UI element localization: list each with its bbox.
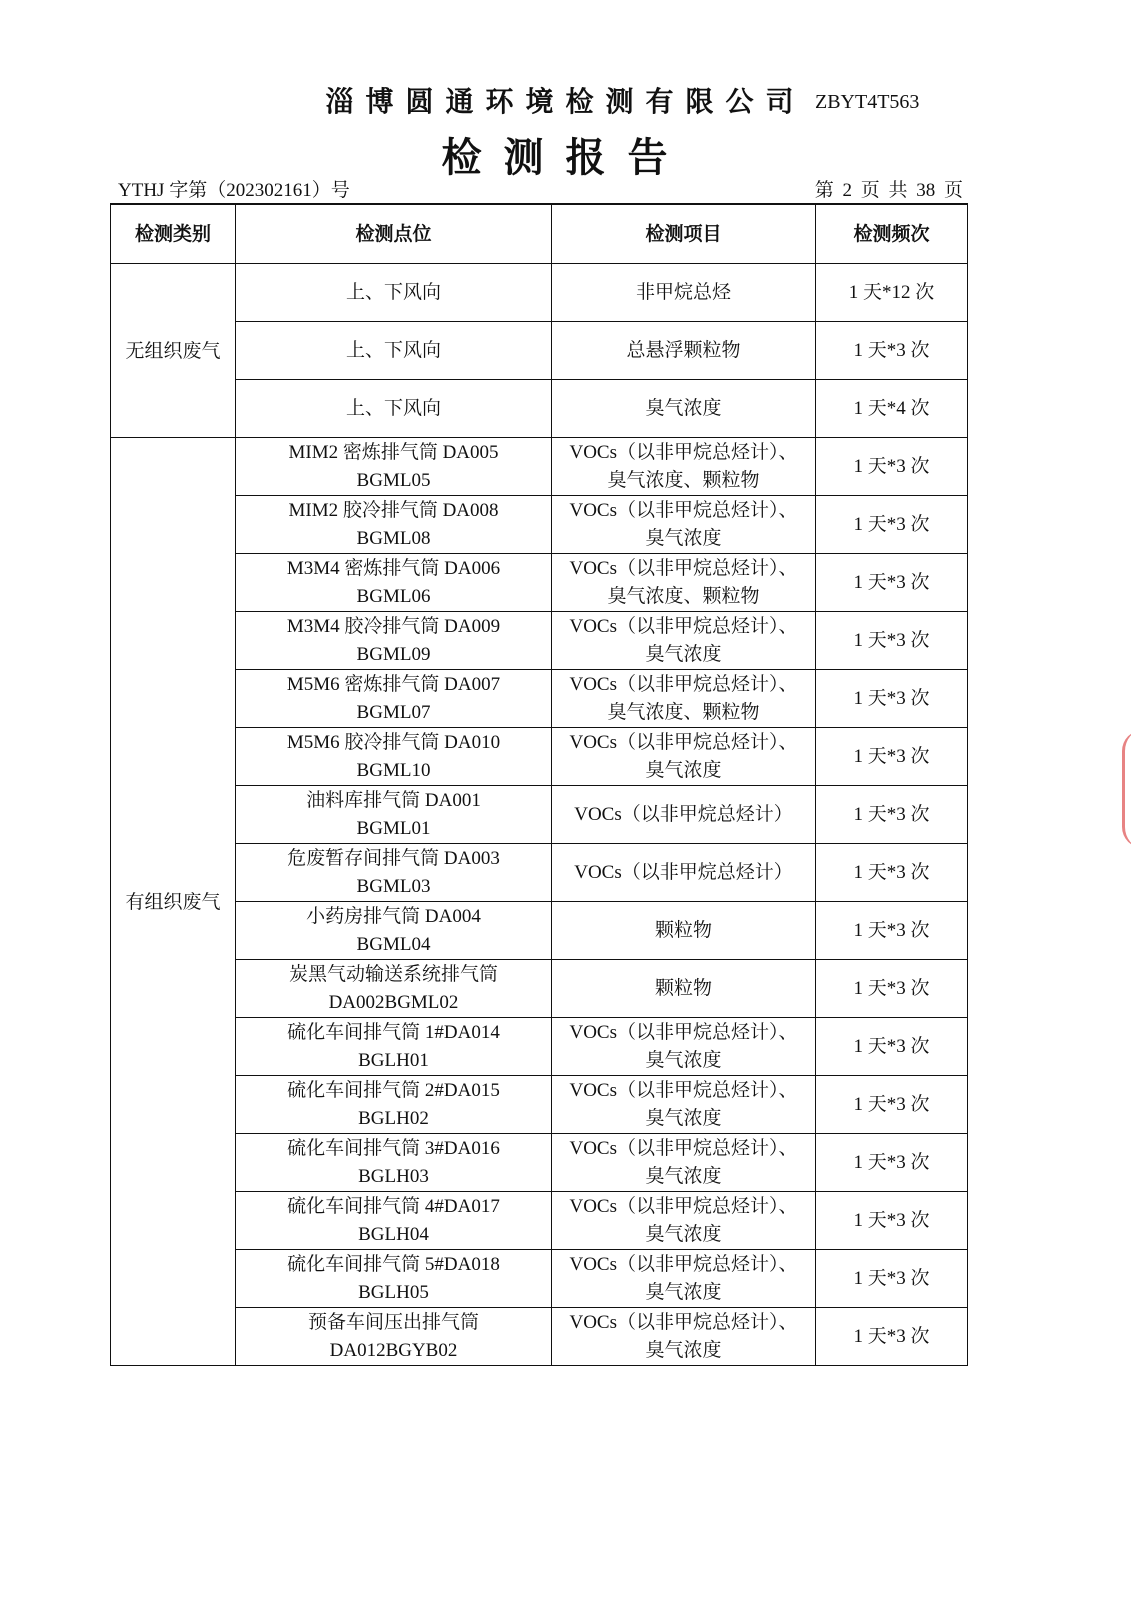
report-number: YTHJ 字第（202302161）号 — [118, 180, 350, 201]
item-cell — [552, 496, 816, 554]
item-line: VOCs（以非甲烷总烃计）、 — [569, 1253, 798, 1275]
item-line: 臭气浓度、颗粒物 — [607, 469, 760, 491]
item-line: 臭气浓度、颗粒物 — [607, 701, 760, 723]
frequency-cell: 1 天*3 次 — [816, 844, 968, 902]
item-line: VOCs（以非甲烷总烃计）、 — [569, 1021, 798, 1043]
point-cell — [236, 1192, 552, 1250]
point-cell — [236, 1250, 552, 1308]
item-cell — [552, 786, 816, 844]
item-line: 臭气浓度 — [645, 1107, 722, 1129]
company-name: 淄博圆通环境检测有限公司 — [325, 85, 806, 118]
item-cell — [552, 1250, 816, 1308]
table-body — [111, 264, 968, 1366]
frequency-cell: 1 天*3 次 — [816, 438, 968, 496]
table-row — [111, 844, 968, 902]
item-line: VOCs（以非甲烷总烃计）、 — [569, 1195, 798, 1217]
item-line: 臭气浓度 — [645, 1281, 722, 1303]
point-line: 硫化车间排气筒 2#DA015 — [287, 1079, 500, 1101]
frequency-cell: 1 天*3 次 — [816, 1076, 968, 1134]
point-line: BGML03 — [356, 875, 431, 897]
point-cell — [236, 902, 552, 960]
point-line: 上、下风向 — [345, 339, 441, 361]
table-row — [111, 960, 968, 1018]
item-cell — [552, 438, 816, 496]
item-line: VOCs（以非甲烷总烃计）、 — [569, 1079, 798, 1101]
point-line: BGML04 — [356, 933, 431, 955]
table-row — [111, 496, 968, 554]
table-row — [111, 902, 968, 960]
item-cell — [552, 960, 816, 1018]
table-row — [111, 264, 968, 322]
point-cell — [236, 670, 552, 728]
item-line: 臭气浓度 — [645, 1165, 722, 1187]
point-line: M3M4 胶冷排气筒 DA009 — [286, 615, 501, 637]
table-row — [111, 612, 968, 670]
point-line: 上、下风向 — [345, 281, 441, 303]
point-line: BGLH05 — [358, 1281, 429, 1303]
point-line: M5M6 胶冷排气筒 DA010 — [286, 731, 501, 753]
column-header-category: 检测类别 — [111, 204, 236, 264]
frequency-cell: 1 天*3 次 — [816, 496, 968, 554]
point-line: M3M4 密炼排气筒 DA006 — [286, 557, 501, 579]
item-line: 臭气浓度 — [645, 1339, 722, 1361]
frequency-cell: 1 天*12 次 — [816, 264, 968, 322]
point-line: 炭黑气动输送系统排气筒 — [288, 963, 498, 985]
item-line: VOCs（以非甲烷总烃计）、 — [569, 1311, 798, 1333]
item-line: VOCs（以非甲烷总烃计）、 — [569, 499, 798, 521]
point-line: BGLH04 — [358, 1223, 429, 1245]
point-line: BGLH02 — [358, 1107, 429, 1129]
point-cell — [236, 322, 552, 380]
item-line: VOCs（以非甲烷总烃计）、 — [569, 615, 798, 637]
item-line: VOCs（以非甲烷总烃计）、 — [569, 1137, 798, 1159]
point-cell — [236, 438, 552, 496]
frequency-cell: 1 天*3 次 — [816, 1308, 968, 1366]
point-line: 硫化车间排气筒 5#DA018 — [287, 1253, 500, 1275]
page-indicator — [785, 175, 963, 202]
point-line: 预备车间压出排气筒 — [307, 1311, 479, 1333]
point-line: MIM2 胶冷排气筒 DA008 — [288, 499, 499, 521]
item-cell — [552, 1076, 816, 1134]
frequency-cell: 1 天*3 次 — [816, 960, 968, 1018]
page-indicator-text: 第 2 页 共 38 页 — [814, 180, 963, 201]
item-line: VOCs（以非甲烷总烃计） — [574, 861, 793, 883]
point-cell — [236, 264, 552, 322]
item-line: 总悬浮颗粒物 — [626, 339, 741, 361]
item-cell — [552, 1192, 816, 1250]
frequency-cell: 1 天*3 次 — [816, 612, 968, 670]
table-row — [111, 322, 968, 380]
category-cell: 无组织废气 — [111, 264, 236, 438]
frequency-cell: 1 天*3 次 — [816, 1250, 968, 1308]
table-row — [111, 670, 968, 728]
item-cell — [552, 844, 816, 902]
point-cell — [236, 380, 552, 438]
table-row — [111, 1134, 968, 1192]
item-cell — [552, 728, 816, 786]
frequency-cell: 1 天*4 次 — [816, 380, 968, 438]
point-cell — [236, 1018, 552, 1076]
item-line: VOCs（以非甲烷总烃计） — [574, 803, 793, 825]
point-line: BGML10 — [356, 759, 431, 781]
frequency-cell: 1 天*3 次 — [816, 670, 968, 728]
table-row — [111, 438, 968, 496]
item-line: 颗粒物 — [654, 977, 712, 999]
item-line: VOCs（以非甲烷总烃计）、 — [569, 557, 798, 579]
frequency-cell: 1 天*3 次 — [816, 728, 968, 786]
table-row — [111, 1250, 968, 1308]
frequency-cell: 1 天*3 次 — [816, 1018, 968, 1076]
frequency-cell: 1 天*3 次 — [816, 322, 968, 380]
point-line: 上、下风向 — [345, 397, 441, 419]
point-cell — [236, 496, 552, 554]
item-line: 臭气浓度 — [645, 1223, 722, 1245]
frequency-cell: 1 天*3 次 — [816, 902, 968, 960]
point-cell — [236, 1308, 552, 1366]
table-header-row — [111, 204, 968, 264]
point-line: 硫化车间排气筒 4#DA017 — [287, 1195, 500, 1217]
item-cell — [552, 1134, 816, 1192]
point-line: BGML07 — [356, 701, 431, 723]
item-cell — [552, 322, 816, 380]
table-row — [111, 1018, 968, 1076]
point-line: 小药房排气筒 DA004 — [306, 905, 481, 927]
point-cell — [236, 844, 552, 902]
table-row — [111, 728, 968, 786]
point-cell — [236, 554, 552, 612]
point-line: BGLH03 — [358, 1165, 429, 1187]
point-line: 油料库排气筒 DA001 — [306, 789, 481, 811]
item-line: VOCs（以非甲烷总烃计）、 — [569, 673, 798, 695]
frequency-cell: 1 天*3 次 — [816, 1134, 968, 1192]
column-header-point: 检测点位 — [236, 204, 552, 264]
item-cell — [552, 264, 816, 322]
item-line: 臭气浓度 — [645, 1049, 722, 1071]
item-cell — [552, 612, 816, 670]
point-line: BGLH01 — [358, 1049, 429, 1071]
point-cell — [236, 728, 552, 786]
point-cell — [236, 1076, 552, 1134]
point-cell — [236, 612, 552, 670]
item-line: VOCs（以非甲烷总烃计）、 — [569, 731, 798, 753]
point-line: 危废暂存间排气筒 DA003 — [287, 847, 500, 869]
red-seal-edge — [1122, 730, 1131, 848]
frequency-cell: 1 天*3 次 — [816, 786, 968, 844]
point-cell — [236, 1134, 552, 1192]
item-cell — [552, 902, 816, 960]
point-line: 硫化车间排气筒 3#DA016 — [287, 1137, 500, 1159]
point-line: MIM2 密炼排气筒 DA005 — [288, 441, 499, 463]
frequency-cell: 1 天*3 次 — [816, 554, 968, 612]
item-line: 非甲烷总烃 — [635, 281, 731, 303]
point-cell — [236, 786, 552, 844]
point-line: DA002BGML02 — [328, 991, 459, 1013]
item-cell — [552, 554, 816, 612]
frequency-cell: 1 天*3 次 — [816, 1192, 968, 1250]
point-line: BGML09 — [356, 643, 431, 665]
item-cell — [552, 670, 816, 728]
table-row — [111, 786, 968, 844]
category-cell: 有组织废气 — [111, 438, 236, 1366]
point-line: 硫化车间排气筒 1#DA014 — [287, 1021, 500, 1043]
item-cell — [552, 1308, 816, 1366]
table-row — [111, 380, 968, 438]
detection-table — [110, 203, 968, 1366]
table-row — [111, 1308, 968, 1366]
table-row — [111, 554, 968, 612]
item-line: 臭气浓度 — [645, 527, 722, 549]
item-line: 臭气浓度 — [645, 397, 722, 419]
point-cell — [236, 960, 552, 1018]
point-line: BGML01 — [356, 817, 431, 839]
item-cell — [552, 1018, 816, 1076]
table-row — [111, 1076, 968, 1134]
report-title: 检测报告 — [441, 135, 690, 181]
table-row — [111, 1192, 968, 1250]
point-line: BGML05 — [356, 469, 431, 491]
item-line: 颗粒物 — [654, 919, 712, 941]
column-header-item: 检测项目 — [552, 204, 816, 264]
item-line: 臭气浓度 — [645, 643, 722, 665]
item-line: 臭气浓度、颗粒物 — [607, 585, 760, 607]
point-line: M5M6 密炼排气筒 DA007 — [286, 673, 501, 695]
point-line: BGML08 — [356, 527, 431, 549]
column-header-frequency: 检测频次 — [816, 204, 968, 264]
item-line: 臭气浓度 — [645, 759, 722, 781]
point-line: BGML06 — [356, 585, 431, 607]
item-line: VOCs（以非甲烷总烃计）、 — [569, 441, 798, 463]
item-cell — [552, 380, 816, 438]
point-line: DA012BGYB02 — [329, 1339, 458, 1361]
document-code: ZBYT4T563 — [815, 91, 920, 113]
